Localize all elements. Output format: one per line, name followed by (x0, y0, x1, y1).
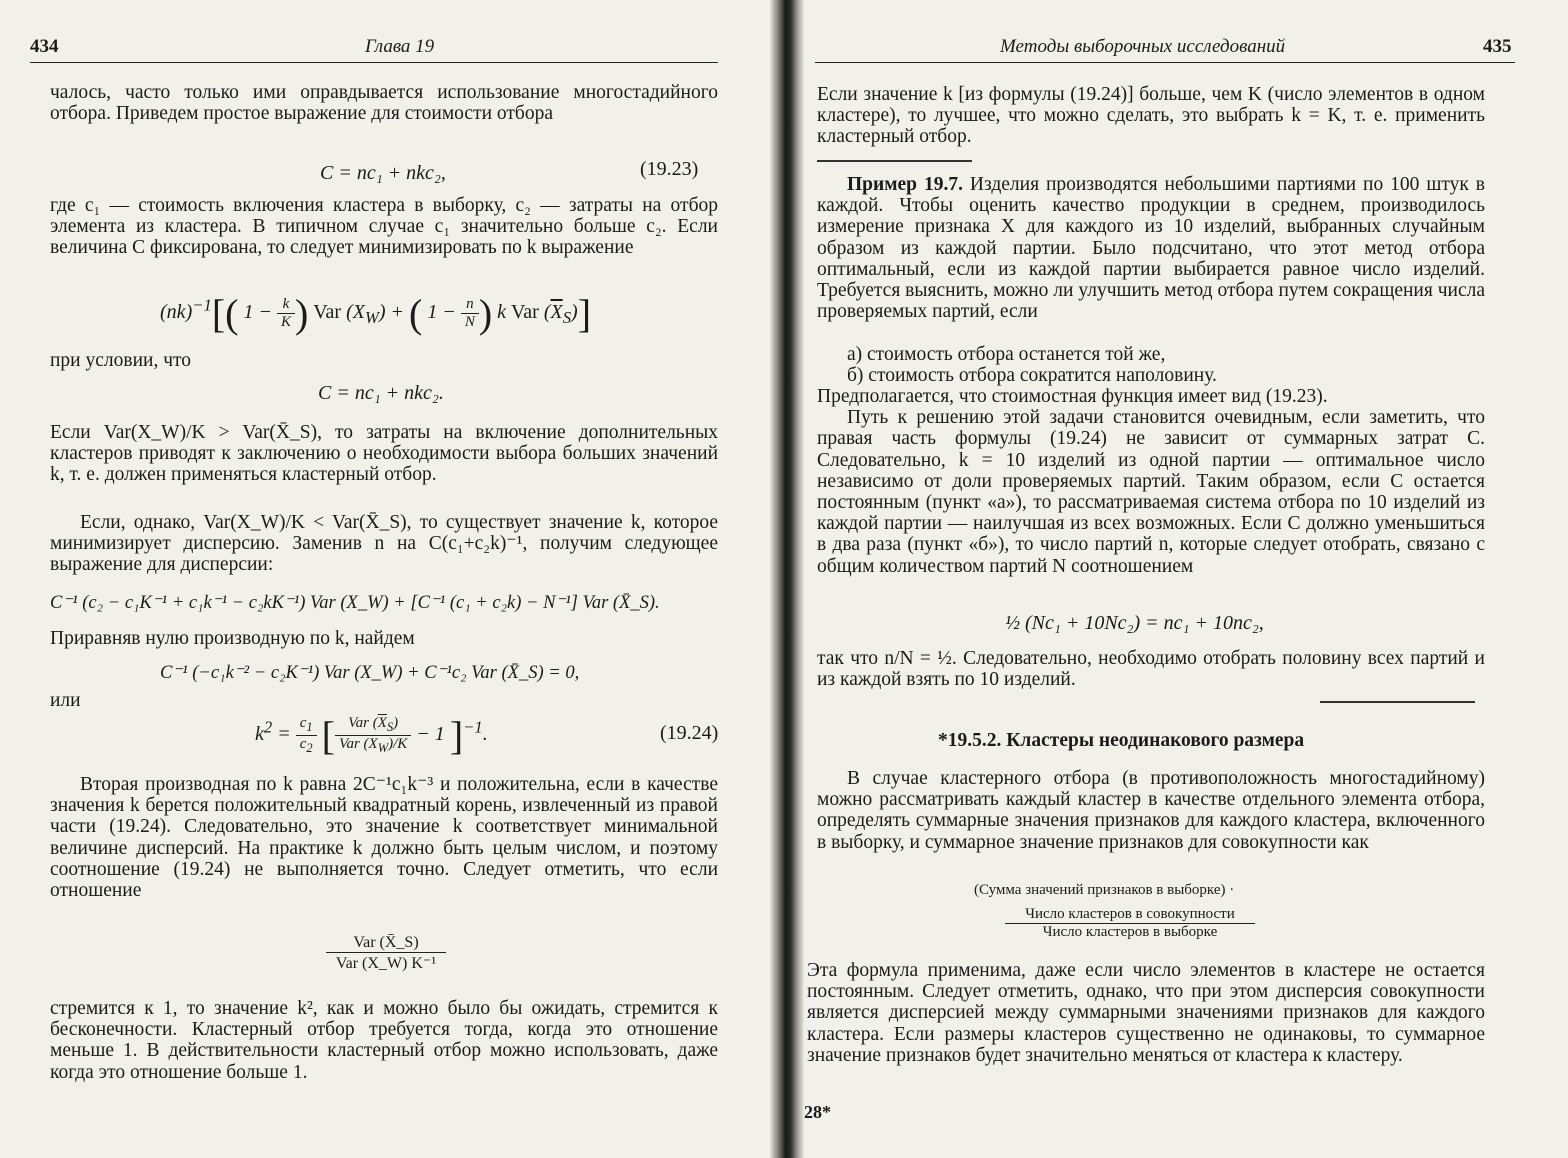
section-title: *19.5.2. Кластеры неодинакового размера (938, 730, 1305, 751)
text-line: Эта формула применима, даже если число элементов в кластере не остается постоянным. Следует отметить, однако, что при этом дисперсия совокупности является дисперсией между суммарными значениями признаков для каждого кластера. Если размеры кластеров существенно не одинаковы, то суммарное значение признаков будет значительно меняться от кластера к кластеру. (807, 960, 1485, 1066)
paragraph (50, 82, 718, 124)
paragraph (817, 768, 1485, 853)
text-line: чалось, часто только ими оправдывается использование многостадийного отбора. Приведем простое выражение для стоимости отбора (50, 82, 718, 125)
right-page-header (815, 36, 1515, 63)
equation-condition: C = nc₁ + nkc₂. (318, 382, 444, 404)
list-item: б) стоимость отбора сократится наполовину. (847, 365, 1217, 387)
text-line: стремится к 1, то значение k², как и можно было бы ожидать, стремится к бесконечности. Кластерный отбор требуется тогда, когда это отношение меньше 1. В действительности кластерный отбор можно использовать, даже когда это отношение больше 1. (50, 998, 718, 1083)
text-line: Если значение k [из формулы (19.24)] больше, чем K (число элементов в одном кластере), то лучшее, что можно сделать, это выбрать k = K, т. е. применить кластерный отбор. (817, 84, 1485, 148)
ratio-denominator: Var (X_W) K⁻¹ (335, 955, 437, 972)
text-line: Вторая производная по k равна 2C⁻¹c₁k⁻³ и положительна, если в качестве значения k берется положительный квадратный корень, извлеченный из правой части (19.24). Следовательно, это значение k соответствует минимальной величине дисперсий. На практике k должно быть целым числом, и поэтому соотношение (19.24) не выполняется точно. Следует отметить, что если отношение (50, 774, 718, 902)
equation-19-24: $k^2$ = $\frac{c_1}{c_2}$ [ $\frac{Var (\overline{X}_S)}{Var (X_W)/K}$ − 1 ]$^{-1}$. (255, 713, 488, 758)
right-page (790, 0, 1568, 1158)
page-number: 435 (1483, 36, 1512, 57)
equation-dispersion: C⁻¹ (c₂ − c₁K⁻¹ + c₁k⁻¹ − c₂kK⁻¹) Var (X_W) + [C⁻¹ (c₁ + c₂k) − N⁻¹] Var (X̄_S). (50, 593, 660, 613)
running-header: Глава 19 (365, 36, 435, 57)
text-line: Предполагается, что стоимостная функция имеет вид (19.23). (817, 386, 1328, 407)
equation-number: (19.24) (660, 722, 719, 744)
text-line: при условии, что (50, 350, 192, 371)
paragraph (50, 422, 718, 486)
equation-derivative: C⁻¹ (−c₁k⁻² − c₂K⁻¹) Var (X_W) + C⁻¹c₂ Var (X̄_S) = 0, (160, 663, 580, 683)
formula-line: (Сумма значений признаков в выборке) · (974, 882, 1235, 898)
fraction-denominator: Число кластеров в выборке (1042, 924, 1218, 940)
text-line: так что n/N = ½. Следовательно, необходимо отобрать половину всех партий и из каждой взять по 10 изделий. (817, 648, 1485, 691)
text-line: или (50, 690, 81, 711)
paragraph (50, 628, 718, 649)
paragraph (50, 195, 718, 259)
equation-minimize: (nk)$^{-1}$[( 1 − $\frac{k}{K}$ ) Var $(X_W)$ + ( 1 − $\frac{n}{N}$ ) k Var $(\overline{X}_S)$] (160, 291, 592, 336)
equation-number: (19.23) (640, 158, 699, 180)
text-line: где c₁ — стоимость включения кластера в выборку, c₂ — затраты на отбор элемента из кластера. В типичном случае c₁ значительно больше c₂. Если величина C фиксирована, то следует минимизировать по k выражение (50, 195, 718, 259)
list (847, 344, 1487, 386)
text-line: Приравняв нулю производную по k, найдем (50, 628, 415, 649)
running-header: Методы выборочных исследований (1000, 36, 1286, 57)
example-start-rule (817, 160, 972, 162)
paragraph (50, 690, 718, 711)
list-item: а) стоимость отбора останется той же, (847, 344, 1166, 365)
text-line: Путь к решению этой задачи становится очевидным, если заметить, что правая часть формулы (19.24) не зависит от суммарных затрат C. Следовательно, k = 10 изделий из одной партии — оптимальное число независимо от доли проверяемых партий. Таким образом, если C остается постоянным (пункт «а»), то рассматриваемая система отбора по 10 изделий из каждой партии — наилучшая из всех возможных. Если C должно уменьшиться в два раза (пункт «б»), то число партий n, которые следует отобрать, связано с общим количеством партий N соотношением (817, 407, 1485, 577)
example-end-rule (1320, 701, 1475, 703)
ratio-fraction (326, 934, 446, 973)
paragraph (817, 84, 1485, 148)
paragraph (50, 350, 718, 371)
ratio-numerator: Var (X̄_S) (326, 934, 446, 953)
paragraph (817, 386, 1485, 577)
paragraph (817, 648, 1485, 690)
left-page-header (30, 36, 718, 63)
signature-mark: 28* (804, 1102, 831, 1122)
example-paragraph (817, 174, 1485, 322)
equation-half: ½ (Nc₁ + 10Nc₂) = nc₁ + 10nc₂, (1005, 612, 1264, 634)
page-number: 434 (30, 36, 59, 57)
example-label: Пример 19.7. (847, 174, 963, 195)
fraction-numerator: Число кластеров в совокупности (1005, 906, 1255, 924)
text-line: Если, однако, Var(X_W)/K < Var(X̄_S), то существует значение k, которое минимизирует дисперсию. Заменив n на C(c₁+c₂k)⁻¹, получим следующее выражение для дисперсии: (50, 512, 718, 576)
left-page (0, 0, 780, 1158)
text-line: Если Var(X_W)/K > Var(X̄_S), то затраты на включение дополнительных кластеров приводят к заключению о необходимости выбора больших значений k, т. е. должен применяться кластерный отбор. (50, 422, 718, 486)
paragraph (50, 774, 718, 901)
text-line: В случае кластерного отбора (в противоположность многостадийному) можно рассматривать каждый кластер в качестве отдельного элемента отбора, определять суммарные значения признаков для каждого кластера, включенного в выборку, и суммарное значение признаков для совокупности как (817, 768, 1485, 853)
paragraph (807, 960, 1485, 1066)
example-text: Изделия производятся небольшими партиями по 100 штук в каждой. Чтобы оценить качество продукции в среднем, производилось измерение признака X для каждого из 10 изделий, выбранных случайным образом из каждой партии. Было подсчитано, что этот метод отбора оптимальный, если из каждой партии выбирается равное число изделий. Требуется выяснить, можно ли улучшить метод отбора путем сокращения числа проверяемых партий, если (817, 174, 1485, 323)
equation-19-23: C = nc₁ + nkc₂, (320, 162, 446, 184)
paragraph (50, 512, 718, 576)
formula-fraction (1005, 906, 1255, 941)
paragraph (50, 998, 718, 1083)
